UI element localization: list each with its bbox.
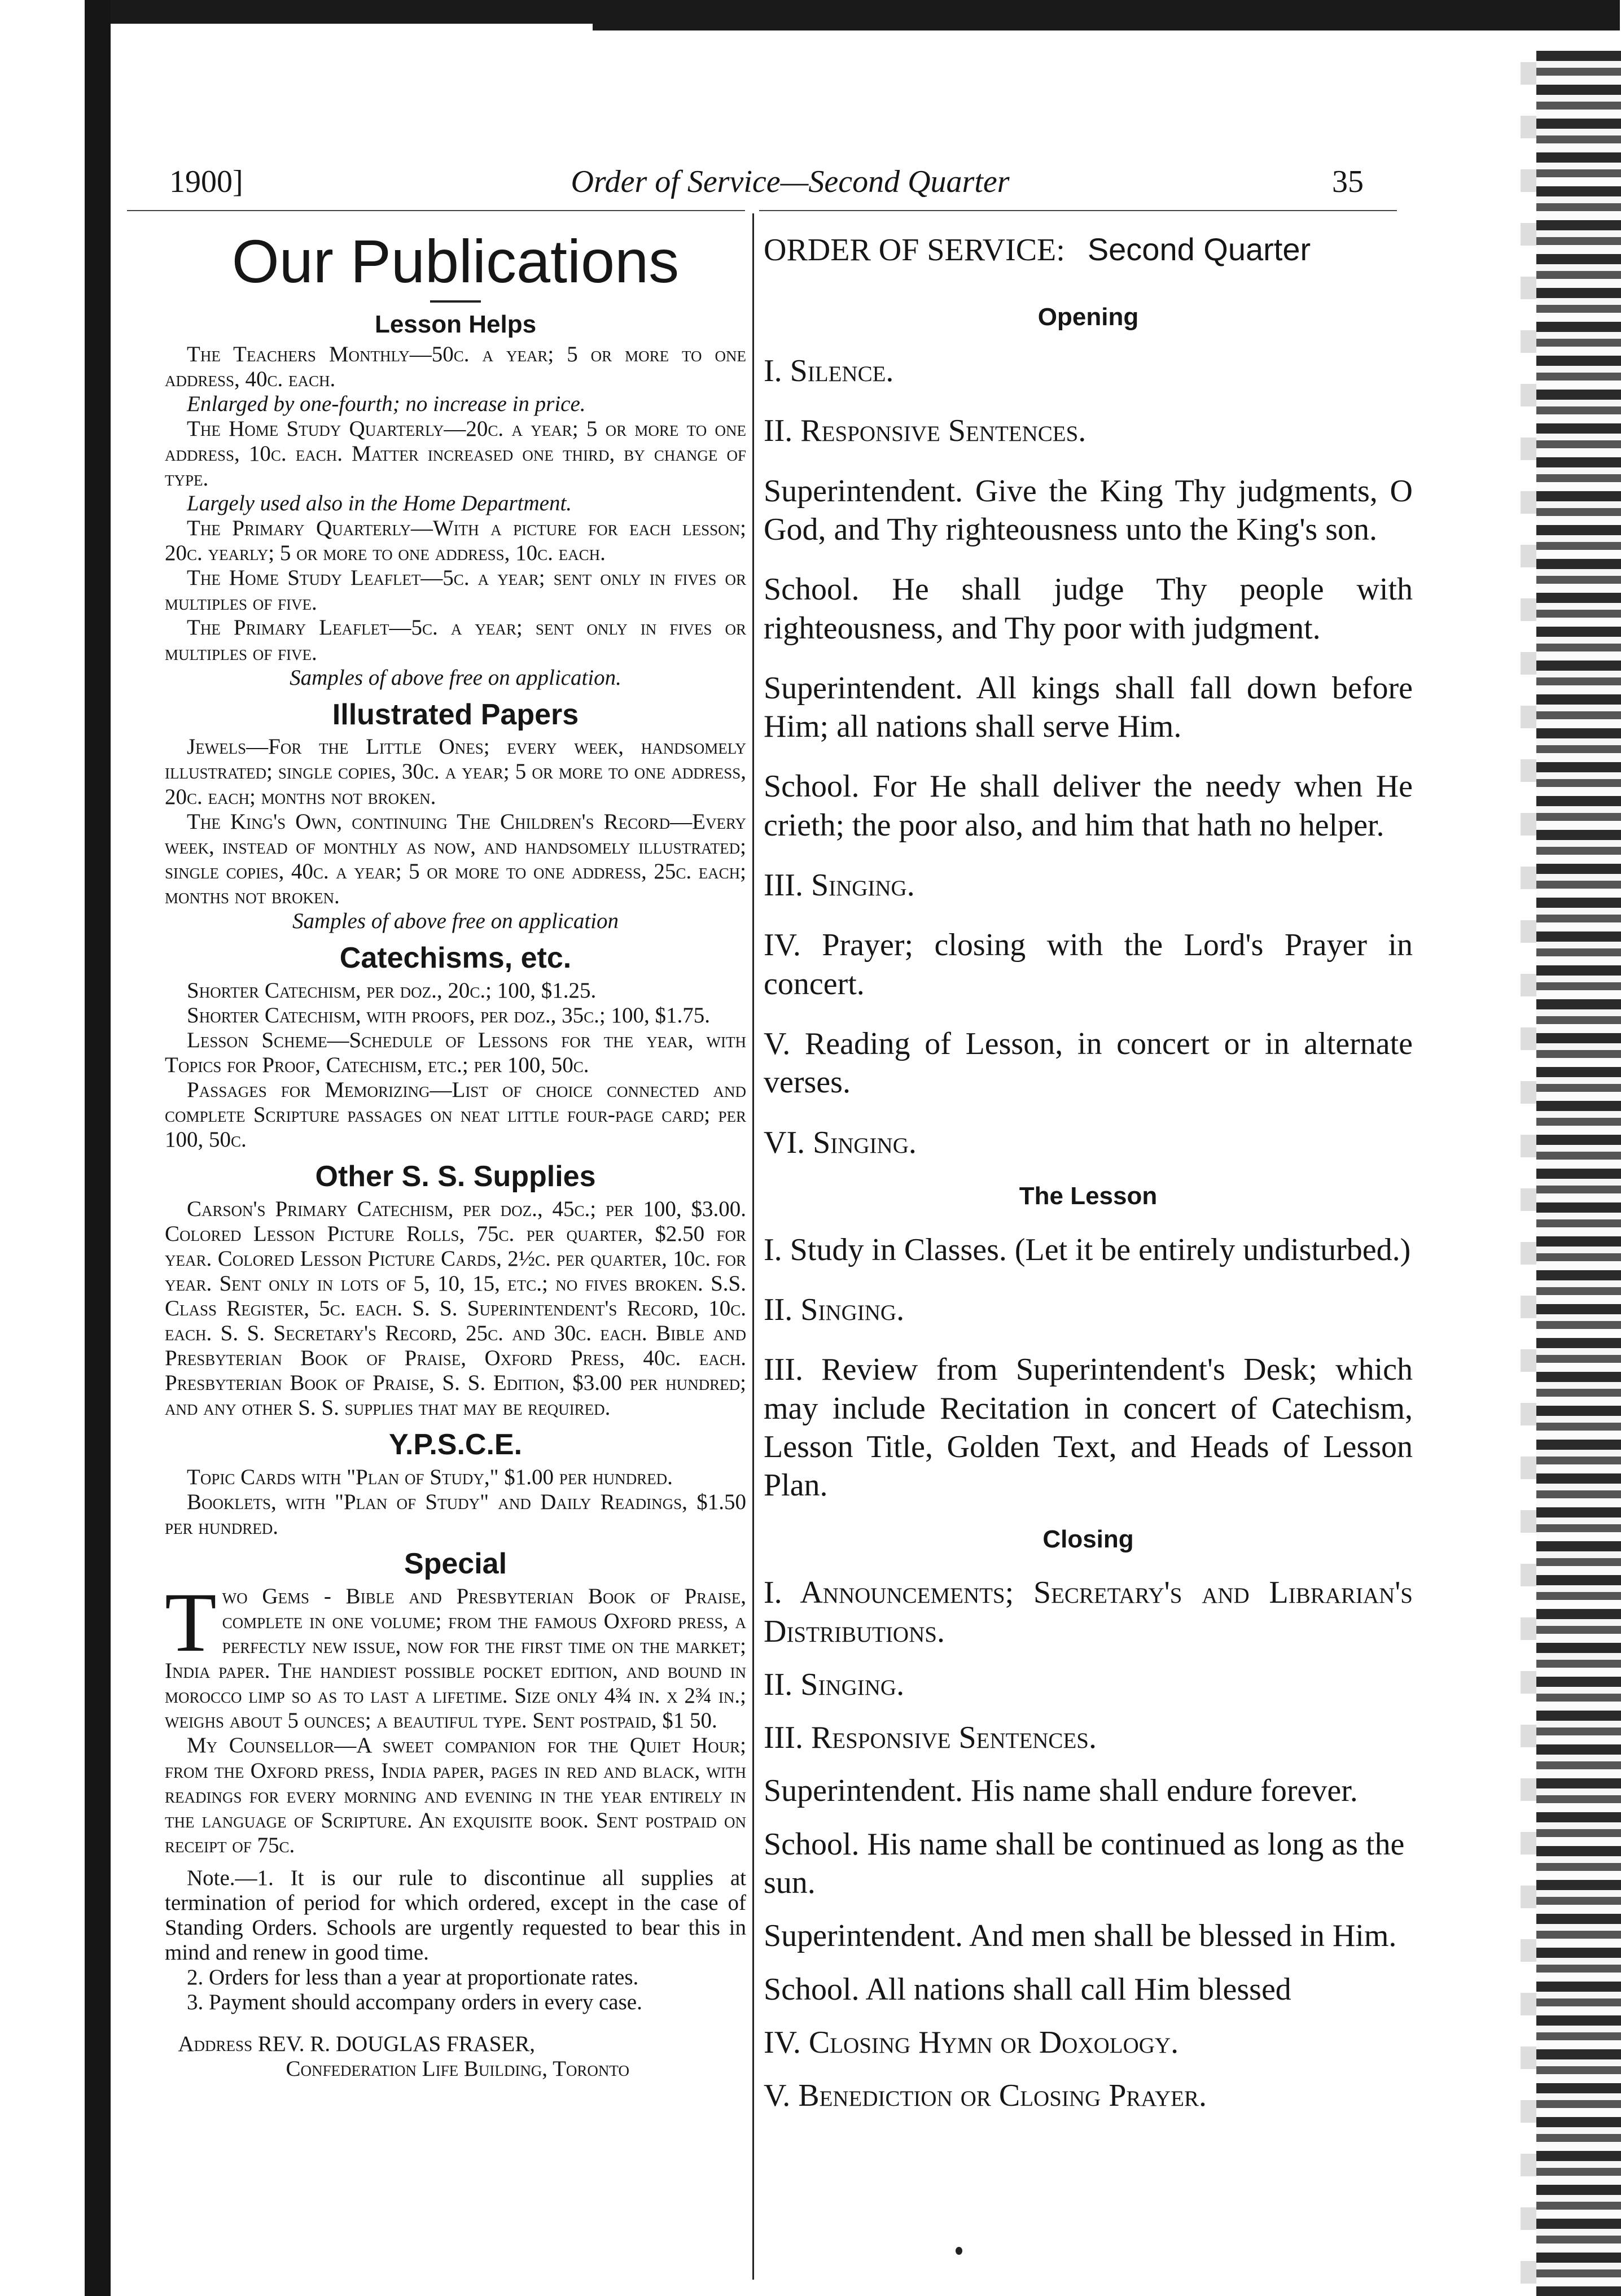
publication-entry: Passages for Memorizing—List of choice connected and complete Scripture passages on neat little four-page card; per 100, 50c.: [165, 1077, 746, 1152]
service-item: School. He shall judge Thy people with righteousness, and Thy poor with judgment.: [764, 572, 1413, 646]
publication-entry: The Primary Quarterly—With a picture for each lesson; 20c. yearly; 5 or more to one address, 10c. each.: [165, 516, 746, 566]
closing-heading: Closing: [1042, 1525, 1134, 1553]
service-item: II. Singing.: [764, 1667, 905, 1702]
publication-entry: Shorter Catechism, per doz., 20c.; 100, $1.25.: [187, 978, 597, 1003]
publication-entry: Carson's Primary Catechism, per doz., 45c.; per 100, $3.00. Colored Lesson Picture Rolls, 75c. per quarter, $2.50 for year. Colored Lesson Picture Cards, 2½c. per quarter, 10c. for year. Sent only in lots of 5, 10, 15, etc.; no fives broken. S.S. Class Register, 5c. each. S. S. Superintendent's Record, 10c. each. S. S. Secretary's Record, 25c. and 30c. each. Bible and Presbyterian Book of Praise, Oxford Press, 40c. each. Presbyterian Book of Praise, S. S. Edition, $3.00 per hundred; and any other S. S. supplies that may be required.: [165, 1196, 746, 1420]
title-underline: [430, 300, 481, 303]
service-item: III. Review from Superintendent's Desk; which may include Recitation in concert of Catechism, Lesson Title, Golden Text, and Heads of Lesson Plan.: [764, 1352, 1413, 1503]
service-item: I. Silence.: [764, 353, 894, 388]
section-heading: Illustrated Papers: [332, 698, 579, 731]
publication-note: 2. Orders for less than a year at proportionate rates.: [187, 1965, 639, 1989]
column-divider: [752, 213, 754, 2280]
publication-entry: Booklets, with "Plan of Study" and Daily Readings, $1.50 per hundred.: [165, 1490, 746, 1540]
publication-entry: Topic Cards with "Plan of Study," $1.00 per hundred.: [187, 1465, 673, 1490]
opening-heading: Opening: [1037, 303, 1139, 331]
publication-entry: The King's Own, continuing The Children's Record—Every week, instead of monthly as now, and handsomely illustrated; single copies, 40c. a year; 5 or more to one address, 25c. each; months not broken.: [165, 809, 746, 908]
scan-top-edge-shadow: [593, 24, 1620, 30]
service-item: Superintendent. Give the King Thy judgments, O God, and Thy righteousness unto the King's son.: [764, 473, 1413, 547]
header-rule-right: [759, 210, 1397, 211]
publications-column: [165, 215, 746, 2081]
service-item: I. Announcements; Secretary's and Librarian's Distributions.: [764, 1575, 1413, 1649]
publication-entry: Jewels—For the Little Ones; every week, handsomely illustrated; single copies, 30c. a year; 5 or more to one address, 20c. each; months not broken.: [165, 734, 746, 809]
order-title-quarter: Second Quarter: [1087, 231, 1311, 267]
service-item: II. Singing.: [764, 1292, 905, 1327]
service-item: School. All nations shall call Him blessed: [764, 1971, 1291, 2007]
service-item: I. Study in Classes. (Let it be entirely undisturbed.): [764, 1232, 1411, 1267]
section-heading: Lesson Helps: [374, 310, 537, 339]
service-item: V. Benediction or Closing Prayer.: [764, 2078, 1207, 2114]
service-item: Superintendent. His name shall endure forever.: [764, 1773, 1358, 1809]
service-item: Superintendent. All kings shall fall down before Him; all nations shall serve Him.: [764, 670, 1413, 745]
samples-note: Samples of above free on application: [292, 908, 619, 933]
scan-right-edge-bleed: [1521, 62, 1536, 2292]
service-item: IV. Closing Hymn or Doxology.: [764, 2025, 1179, 2061]
section-heading: Y.P.S.C.E.: [388, 1428, 523, 1462]
publication-entry: Shorter Catechism, with proofs, per doz., 35c.; 100, $1.75.: [187, 1003, 710, 1027]
section-heading: Other S. S. Supplies: [315, 1160, 596, 1193]
service-item: IV. Prayer; closing with the Lord's Prayer in concert.: [764, 928, 1413, 1002]
service-item: III. Responsive Sentences.: [764, 1720, 1097, 1756]
publication-entry: My Counsellor—A sweet companion for the Quiet Hour; from the Oxford press, India paper, pages in red and black, with readings for every morning and evening in the year entirely in the language of Scripture. An exquisite book. Sent postpaid on receipt of 75c.: [165, 1733, 746, 1857]
order-title: [764, 230, 1413, 269]
service-item: II. Responsive Sentences.: [764, 413, 1086, 449]
special-entry: [165, 1576, 746, 1733]
section-heading: Special: [404, 1547, 507, 1581]
address-line: Confederation Life Building, Toronto: [286, 2057, 629, 2081]
publication-entry: The Home Study Leaflet—5c. a year; sent only in fives or multiples of five.: [165, 566, 746, 615]
scan-left-edge: [85, 0, 111, 2296]
publication-note: Enlarged by one-fourth; no increase in price.: [187, 391, 586, 416]
order-title-main: ORDER OF SERVICE:: [764, 233, 1065, 268]
scan-top-edge: [85, 0, 1620, 24]
publication-entry: The Primary Leaflet—5c. a year; sent only in fives or multiples of five.: [165, 615, 746, 665]
publication-entry: Lesson Scheme—Schedule of Lessons for the year, with Topics for Proof, Catechism, etc.; per 100, 50c.: [165, 1027, 746, 1077]
scan-right-edge: [1536, 51, 1621, 2296]
page-number: 35: [1332, 164, 1364, 199]
service-item: III. Singing.: [764, 868, 915, 903]
service-item: VI. Singing.: [764, 1125, 917, 1160]
section-heading: Catechisms, etc.: [339, 941, 572, 974]
publication-note: Note.—1. It is our rule to discontinue all supplies at termination of period for which ordered, except in the case of Standing Orders. Schools are urgently requested to bear this in mind and renew in good time.: [165, 1865, 746, 1965]
service-item: V. Reading of Lesson, in concert or in alternate verses.: [764, 1026, 1413, 1100]
running-title: Order of Service—Second Quarter: [571, 164, 1010, 199]
lesson-heading: The Lesson: [1019, 1182, 1158, 1210]
publication-entry: The Teachers Monthly—50c. a year; 5 or more to one address, 40c. each.: [165, 342, 746, 391]
address-line: Address REV. R. DOUGLAS FRASER,: [178, 2032, 536, 2057]
header-year: 1900]: [169, 164, 243, 199]
service-item: School. For He shall deliver the needy when He crieth; the poor also, and him that hath no helper.: [764, 769, 1413, 843]
service-item: School. His name shall be continued as long as the sun.: [764, 1826, 1405, 1901]
publication-note: 3. Payment should accompany orders in every case.: [187, 1990, 642, 2015]
drop-cap: T: [165, 1576, 217, 1670]
special-entry-text: wo Gems - Bible and Presbyterian Book of Praise, complete in one volume; from the famous Oxford press, a perfectly new issue, now for the first time on the market; India paper. The handiest possible pocket edition, and bound in morocco limp so as to last a lifetime. Size only 4¾ in. x 2¾ in.; weighs about 5 ounces; a beautiful type. Sent postpaid, $1 50.: [165, 1584, 746, 1733]
header-rule-left: [127, 210, 745, 211]
publication-entry: The Home Study Quarterly—20c. a year; 5 or more to one address, 10c. each. Matter increased one third, by change of type.: [165, 416, 746, 491]
order-of-service-column: [764, 230, 1413, 2130]
publications-title: Our Publications: [231, 227, 680, 295]
samples-note: Samples of above free on application.: [290, 665, 621, 690]
ink-speck: [956, 2247, 962, 2255]
service-item: Superintendent. And men shall be blessed in Him.: [764, 1918, 1397, 1954]
publication-note: Largely used also in the Home Department.: [187, 491, 572, 516]
